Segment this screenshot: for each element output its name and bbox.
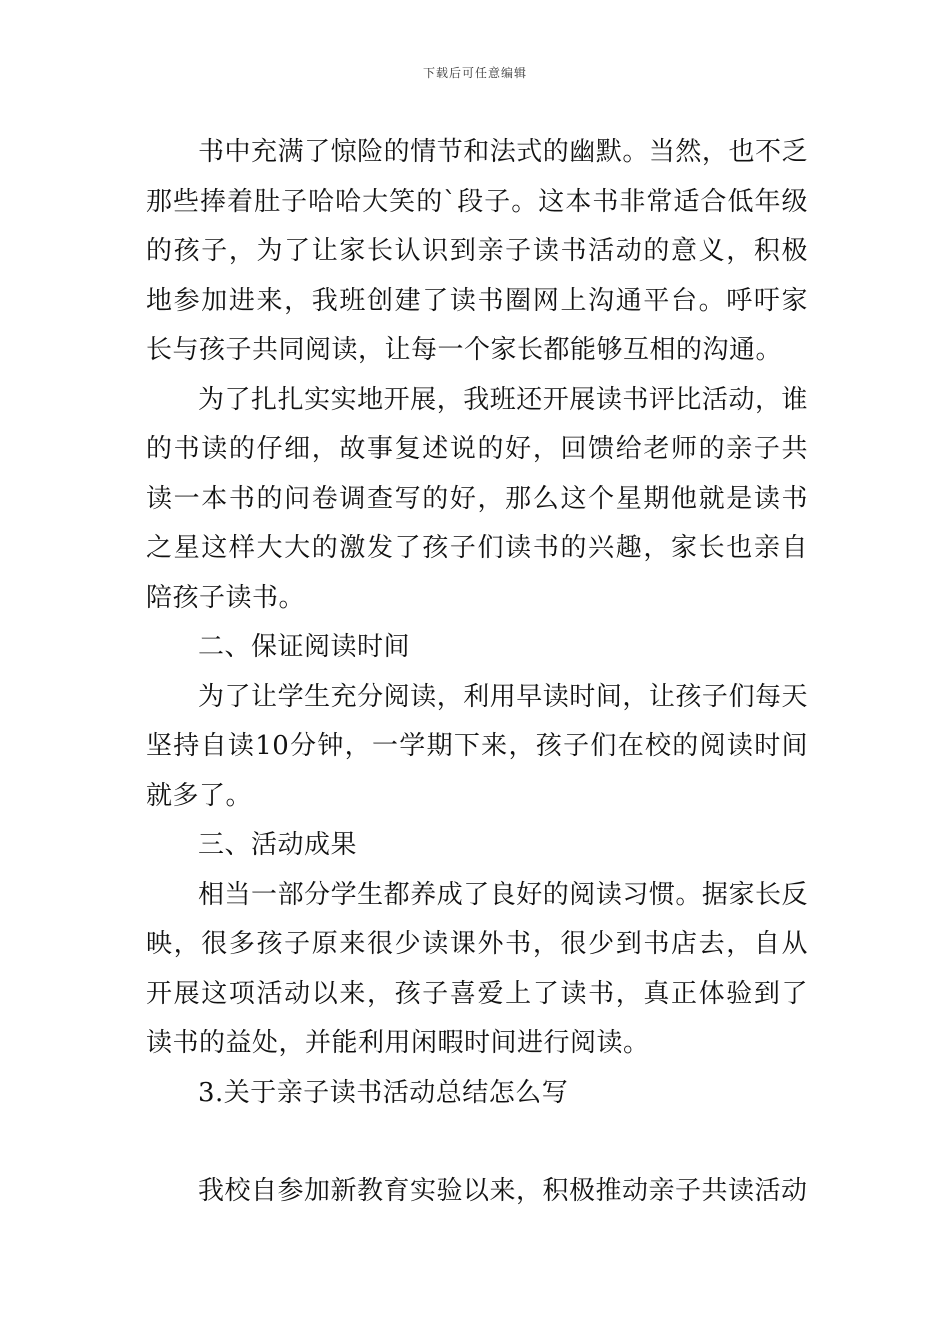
paragraph-results: 相当一部分学生都养成了良好的阅读习惯。据家长反映，很多孩子原来很少读课外书，很少到书店去，自从开展这项活动以来，孩子喜爱上了读书，真正体验到了读书的益处，并能利用闲暇时间进行阅读。 <box>146 879 808 1058</box>
document-body <box>146 128 808 1217</box>
blank-line <box>146 1118 808 1167</box>
page-header-note: 下载后可任意编辑 <box>422 66 527 80</box>
paragraph-reading-contest: 为了扎扎实实地开展，我班还开展读书评比活动，谁的书读的仔细，故事复述说的好，回馈给老师的亲子共读一本书的问卷调查写的好，那么这个星期他就是读书之星这样大大的激发了孩子们读书的兴趣，家长也亲自陪孩子读书。 <box>146 384 808 613</box>
section-heading-summary: 3.关于亲子读书活动总结怎么写 <box>198 1077 569 1108</box>
paragraph-school-intro: 我校自参加新教育实验以来，积极推动亲子共读活动 <box>198 1176 808 1206</box>
section-heading-reading-time: 二、保证阅读时间 <box>198 632 411 662</box>
paragraph-humor-book: 书中充满了惊险的情节和法式的幽默。当然，也不乏那些捧着肚子哈哈大笑的`段子。这本书非常适合低年级的孩子，为了让家长认识到亲子读书活动的意义，积极地参加进来，我班创建了读书圈网上沟通平台。呼吁家长与孩子共同阅读，让每一个家长都能够互相的沟通。 <box>146 137 808 365</box>
section-heading-results: 三、活动成果 <box>198 830 358 860</box>
paragraph-reading-time: 为了让学生充分阅读，利用早读时间，让孩子们每天坚持自读10分钟，一学期下来，孩子们在校的阅读时间就多了。 <box>146 681 808 811</box>
